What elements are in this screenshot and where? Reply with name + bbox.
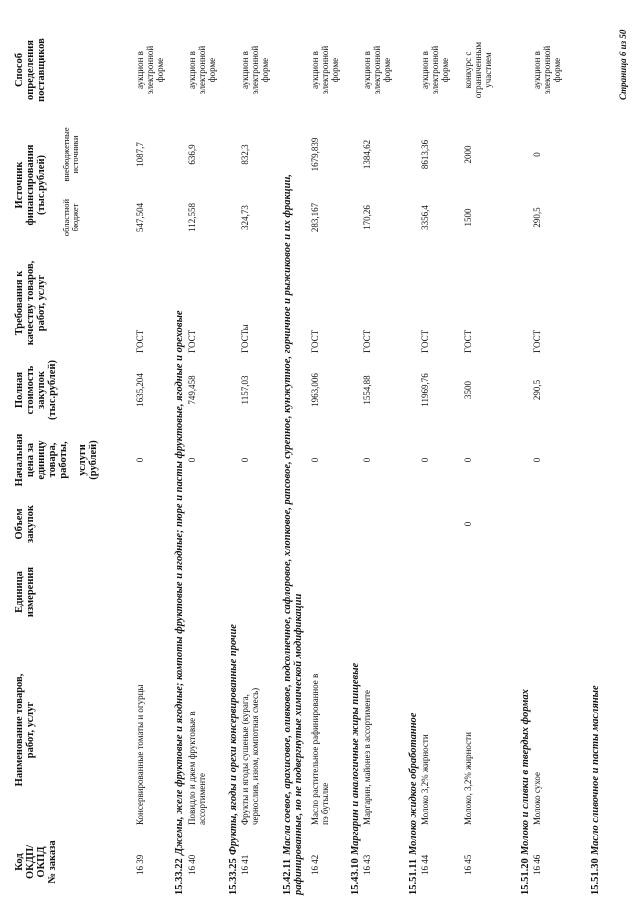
row-other: 832,3	[240, 144, 250, 165]
row-price: 0	[187, 457, 197, 463]
row-method: аукцион в электронной форме	[135, 45, 165, 95]
section-heading: 15.42.11Масла соевое, арахисовое, оливковое, подсолнечное, сафлоровое, хлопковое, рапсовое, сурепное, кунжутное, горчичное и рыжиковое и их фракции, рафинированные, но не подвергнутые химической модификации	[282, 174, 304, 895]
header-requirements: Требования к качеству товаров, работ, услуг	[14, 260, 47, 346]
row-volume: 0	[463, 521, 473, 527]
row-code: 16 46	[532, 854, 542, 875]
row-name: Масло растительное рафинированное в пэ бутылке	[310, 673, 330, 825]
row-method: аукцион в электронной форме	[310, 45, 340, 95]
header-name: Наименование товаров, работ, услуг	[14, 673, 36, 787]
row-requirements: ГОСТ	[532, 329, 542, 353]
row-code: 16 40	[187, 854, 197, 875]
row-other: 1679,839	[310, 137, 320, 172]
header-total: Полная стоимость закупок (тыс.рублей)	[14, 359, 58, 421]
row-method: аукцион в электронной форме	[187, 45, 217, 95]
row-name: Молоко 3,2% жирности	[420, 734, 430, 825]
row-name: Фрукты и ягоды сушеные (курага, чернослив, изюм, компотная смесь)	[240, 687, 260, 825]
section-heading: 15.43.10Маргарин и аналогичные жиры пищевые	[350, 662, 361, 895]
header-method: Способ определения поставщиков	[14, 38, 47, 102]
row-price: 0	[420, 457, 430, 463]
row-total: 1963,006	[310, 373, 320, 407]
row-requirements: ГОСТ	[187, 329, 197, 353]
row-price: 0	[310, 457, 320, 463]
row-price: 0	[240, 457, 250, 463]
row-total: 3500	[463, 381, 473, 399]
row-requirements: ГОСТ	[362, 329, 372, 353]
header-volume: Объем закупок	[14, 505, 36, 543]
row-total: 749,458	[187, 375, 197, 405]
row-price: 0	[362, 457, 372, 463]
row-code: 16 41	[240, 854, 250, 875]
row-regional: 283,167	[310, 202, 320, 233]
row-name: Повидло и джем фруктовые в ассортименте	[187, 711, 207, 825]
row-code: 16 42	[310, 854, 320, 875]
row-code: 16 43	[362, 854, 372, 875]
page-number: Страница 6 из 50	[618, 29, 628, 100]
row-regional: 112,558	[187, 203, 197, 232]
row-other: 1087,7	[135, 142, 145, 167]
section-heading: 15.33.22Джемы, желе фруктовые и ягодные; компоты фруктовые и ягодные; пюре и пасты фруктовые, ягодные и ореховые	[174, 310, 185, 895]
row-method: конкурс с ограниченным участием	[463, 41, 493, 99]
row-price: 0	[463, 457, 473, 463]
header-source-regional: областной бюджет	[61, 198, 80, 237]
header-source: Источник финансирования (тыс.рублей)	[14, 144, 47, 226]
row-name: Молоко сухое	[532, 772, 542, 825]
row-method: аукцион в электронной форме	[362, 45, 392, 95]
row-regional: 290,5	[532, 207, 542, 228]
row-total: 1157,03	[240, 375, 250, 405]
header-start-price: Начальная цена за единицу товара, работы, услуги (рублей)	[14, 433, 99, 487]
row-method: аукцион в электронной форме	[532, 45, 562, 95]
row-regional: 547,504	[135, 202, 145, 233]
row-requirements: ГОСТы	[240, 324, 250, 353]
row-code: 16 44	[420, 854, 430, 875]
row-name: Молоко, 3,2% жирности	[463, 732, 473, 825]
row-requirements: ГОСТ	[420, 329, 430, 353]
row-code: 16 39	[135, 854, 145, 875]
section-heading: 15.51.20Молоко и сливки в твердых формах	[520, 689, 531, 895]
row-method: аукцион в электронной форме	[240, 45, 270, 95]
row-name: Консервированные томаты и огурцы	[135, 684, 145, 825]
section-heading: 15.33.25Фрукты, ягоды и орехи консервированные прочие	[228, 624, 239, 895]
section-heading: 15.51.30Масло сливочное и пасты масляные	[590, 685, 601, 895]
header-code: Код ОКДП/ ОКПД № заказа	[14, 840, 58, 884]
row-total: 1635,204	[135, 373, 145, 407]
row-total: 290,5	[532, 379, 542, 401]
row-other: 0	[532, 152, 542, 157]
section-heading: 15.51.11Молоко жидкое обработанное	[408, 712, 419, 895]
row-other: 8613,36	[420, 139, 430, 170]
row-other: 636,9	[187, 144, 197, 165]
header-unit: Единица измерения	[14, 566, 36, 618]
row-code: 16 45	[463, 854, 473, 875]
row-requirements: ГОСТ	[310, 329, 320, 353]
row-total: 1554,88	[362, 375, 372, 405]
row-price: 0	[532, 457, 542, 463]
row-regional: 1500	[463, 208, 473, 227]
row-regional: 3356,4	[420, 205, 430, 230]
row-method: аукцион в электронной форме	[420, 45, 450, 95]
row-other: 2000	[463, 145, 473, 164]
header-source-other: внебюджетные источники	[61, 127, 80, 182]
row-total: 11969,76	[420, 373, 430, 407]
row-requirements: ГОСТ	[463, 329, 473, 353]
row-regional: 324,73	[240, 205, 250, 230]
row-requirements: ГОСТ	[135, 329, 145, 353]
row-regional: 170,26	[362, 205, 372, 230]
row-other: 1384,62	[362, 139, 372, 170]
row-price: 0	[135, 457, 145, 463]
row-name: Маргарин, майонез в ассортименте	[362, 689, 372, 825]
